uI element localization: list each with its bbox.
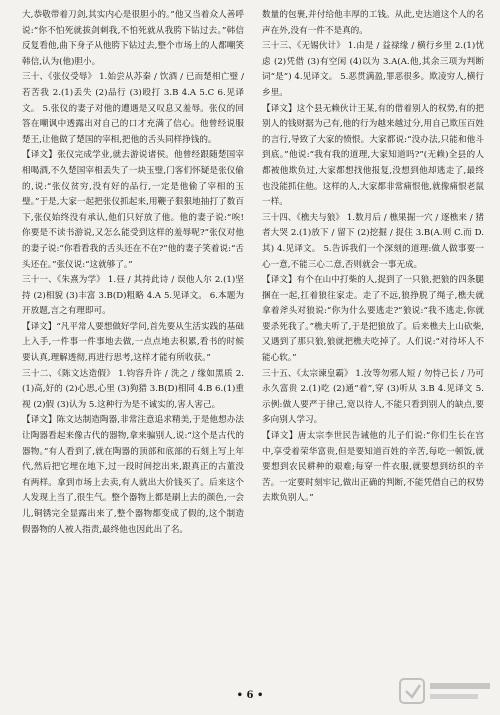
left-paragraph-2: 三十、《张仪受辱》 1.始尝从苏秦 / 饮酒 / 已而楚相亡璧 / 若苦我 2.(1)丢失 (2)品行 (3)殴打 3.B 4.A 5.C 6.见译文。 5.张仪的妻子对他的遭遇是又叹息又羞辱。张仪的回答在嘲讽中透露出对自己的口才充满了信心。他曾经说服楚王,让他做了楚国的宰相,把他的舌头同样挣钱的。 bbox=[22, 72, 244, 145]
left-paragraph-5: 【译文】“凡平常人要想做好学问,首先要从生活实践的基础上入手,一件事一件事地去做,一点点地去积累,看书的时候要认真,理解透彻,再进行思考,这样才能有所收获。” bbox=[22, 321, 244, 364]
right-paragraph-6: 三十五、《太宗谏皇霸》 1.汝等勿邪人短 / 勿恃己长 / 乃可永久富贵 2.(1)吃 (2)通“着”,穿 (3)听从 3.B 4.见译文 5.示例:做人要严于律己,宽以待人,不能只看到别人的缺点,要多向别人学习。 bbox=[262, 368, 484, 426]
left-paragraph-4: 三十一、《朱熹为学》 1.昼 / 其持此诗 / 误他人尔 2.(1)坚持 (2)相貌 (3)丰富 3.B(D)粗略 4.A 5.见译文。 6.本题为开放题,言之有理即可。 bbox=[22, 275, 244, 317]
left-paragraph-1: 大,恭敬带着刀剑,其实内心是很胆小的。”他又当着众人善呼说:“你不怕死就拔剑刺我,不怕死就从我胯下钻过去。”韩信反复看他,曲下身子从他胯下钻过去,整个市场上的人都嘲笑韩信,认为(他)胆小。 bbox=[22, 10, 244, 67]
right-paragraph-1: 数量的包裹,并付给他丰厚的工钱。从此,史达道这个人的名声在外,没有一件不是真的。 bbox=[262, 10, 484, 36]
right-paragraph-3: 【译文】这个县无赖伙计王某,有的借着别人的权势,有的把别人的钱财据为己有,他的行为越来越过分,用自己欺压百姓的言行,导致了大家的愤恨。大家都说:“没办法,只能和他斗到底。”他说:“我有我的道理,大家知道吗?”(无赖)全县的人都被他欺负过,大家都想找他报复,没想到他却逃走了,最终也没能抓住他。这样的人,大家都非常痛恨他,就像痛恨老鼠一样。 bbox=[262, 103, 484, 208]
right-column bbox=[262, 8, 484, 688]
left-paragraph-6: 三十二、《陈文达造假》 1.钧容升许 / 洗之 / 缘如黑质 2.(1)高,好的 (2)心思,心里 (3)狗猎 3.B(D)相同 4.B 6.(1)重视 (2)假 (3)认为 5.这种行为是不诚实的,害人害己。 bbox=[22, 368, 244, 410]
left-column bbox=[22, 8, 244, 688]
left-paragraph-3: 【译文】张仪完成学业,就去游说诸侯。他曾经跟随楚国宰相喝酒,不久楚国宰相丢失了一块玉璧,门客们怀疑是张仪偷的,说:“张仪贫穷,没有好的品行,一定是他偷了宰相的玉璧。”于是,大家一起把张仪抓起来,用鞭子狠狠地抽打了数百下,张仪始终没有承认,他们只好放了他。他的妻子说:“唉!你要是不读书游说,又怎么能受到这样的羞辱呢?”张仪对他的妻子说:“你看看我的舌头还在不在?”他的妻子笑着说:“舌头还在。”张仪说:“这就够了。” bbox=[22, 150, 244, 270]
left-paragraph-7: 【译文】陈文达制造陶器,非常注意追求精美,于是他想办法让陶器看起来像古代的器物,拿来骗别人,说:“这个是古代的器物。”有人看到了,就在陶器的顶部和底部的石刻上写上年代,然后把它埋在地下,过一段时间挖出来,跟真正的古董没有两样。拿到市场上去卖,有人就出大价钱买了。后来这个人发现上当了,很生气。整个器物上都是刷上去的颜色,一会儿,铜锈完全显露出来了,整个器物都变成了假的,这个制造假器物的人被人指责,最终他也因此出了名。 bbox=[22, 415, 244, 535]
answer-site-watermark-icon bbox=[398, 673, 494, 709]
page-number: • 6 • bbox=[236, 690, 264, 701]
right-paragraph-2: 三十三、《无锡伙计》 1.由是 / 益禄缘 / 横行乡里 2.(1)忧虑 (2)凭借 (3)有空闲 (4)以为 3.A(A.他,其余三项为判断词“是”) 4.见译文。 5.恶贯满盈,罪恶很多。欺凌穷人,横行乡里。 bbox=[262, 41, 484, 98]
right-paragraph-5: 【译文】有个在山中打柴的人,捉到了一只狼,把狼的四条腿捆在一起,扛着狼往家走。走了不远,狼挣脱了绳子,樵夫就拿着斧头对狼说:“你为什么要逃走?”狼说:“我不逃走,你就要杀死我了。”樵夫听了,于是把狼放了。后来樵夫上山砍柴,又遇到了那只狼,狼就把樵夫吃掉了。人们说:“对待坏人不能心软。” bbox=[262, 275, 484, 364]
page bbox=[22, 8, 484, 698]
right-paragraph-7: 【译文】唐太宗李世民告诫他的儿子们说:“你们生长在宫中,享受着荣华富贵,但是要知道百姓的辛苦,每吃一顿饭,就要想到农民耕种的艰难;每穿一件衣服,就要想到纺织的辛苦。一定要时刻牢记,做出正确的判断,不能凭借自己的权势去欺负别人。” bbox=[262, 431, 484, 504]
right-paragraph-4: 三十四、《樵夫与狼》 1.数月后 / 樵果掘一穴 / 逐樵来 / 猪者大哭 2.(1)放下 / 留下 (2)挖掘 / 捉住 3.B(A.则 C.而 D.其) 4.见译文。 5.告诉我们一个深刻的道理:做人做事要一心一意,不能三心二意,否则就会一事无成。 bbox=[262, 212, 484, 270]
